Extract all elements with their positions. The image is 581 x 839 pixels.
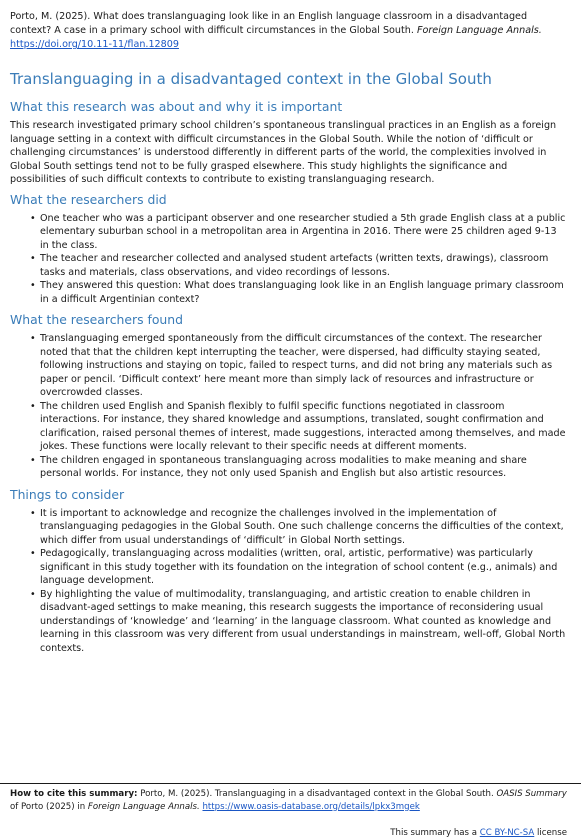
list-item: • By highlighting the value of multimodality, translanguaging, and artistic creation to enable children in disadvant-aged settings to make meaning, this research suggests the importance of reconsidering usual understandings of ‘knowledge’ and ‘learning’ in the language classroom. What counted as knowledge and learning in this classroom was very different from usual understandings in mainstream, well-off, Global North contexts. <box>40 588 566 656</box>
list-item: • One teacher who was a participant observer and one researcher studied a 5th grade English class at a public elementary suburban school in a metropolitan area in Argentina in 2016. There were 25 children aged 9-13 in the class. <box>40 212 566 253</box>
citation-text: Porto, M. (2025). What does translanguaging look like in an English language classroom in a disadvantaged context? A case in a primary school with difficult circumstances in the Global South. <box>10 11 528 36</box>
license-note <box>0 827 567 839</box>
list-item: • The children engaged in spontaneous translanguaging across modalities to make meaning and share personal worlds. For instance, they not only used Spanish and English but also artistic resources. <box>40 454 566 481</box>
did-list <box>10 212 566 307</box>
doi-link[interactable]: https://doi.org/10.11-11/flan.12809 <box>10 39 179 50</box>
section-heading-about: What this research was about and why it is important <box>10 99 343 114</box>
cite-series: OASIS Summary <box>496 789 567 799</box>
citation-journal: Foreign Language Annals. <box>416 25 542 36</box>
page-title: Translanguaging in a disadvantaged context in the Global South <box>10 70 492 88</box>
list-item: • The teacher and researcher collected and analysed student artefacts (written texts, drawings), classroom tasks and materials, class observations, and video recordings of lessons. <box>40 252 566 279</box>
list-item: • Pedagogically, translanguaging across modalities (written, oral, artistic, performative) was particularly significant in this study together with its foundation on the integration of school content (e.g., animals) and language development. <box>40 547 566 588</box>
license-suffix: license <box>534 828 567 838</box>
cite-of: of Porto (2025) in <box>10 801 88 812</box>
cite-text: Porto, M. (2025). Translanguaging in a disadvantaged context in the Global South. <box>137 789 497 799</box>
consider-list <box>10 507 566 656</box>
list-item: • Translanguaging emerged spontaneously from the difficult circumstances of the context. The researcher noted that that the children kept interrupting the teacher, were dispersed, had difficulty staying seated, following instructions and staying on topic, failed to respect turns, and did not bring any materials such as paper or pencil. ‘Difficult context’ here meant more than simply lack of resources and infrastructure or overcrowded classes. <box>40 332 566 400</box>
oasis-link[interactable]: https://www.oasis-database.org/details/lpkx3mgek <box>202 801 420 812</box>
found-list <box>10 332 566 481</box>
section-heading-found: What the researchers found <box>10 312 183 327</box>
cite-journal: Foreign Language Annals. <box>87 801 200 812</box>
list-item: • They answered this question: What does translanguaging look like in an English language primary classroom in a difficult Argentinian context? <box>40 279 566 306</box>
summary-page <box>10 10 566 661</box>
how-to-cite <box>10 788 571 813</box>
list-item: • It is important to acknowledge and recognize the challenges involved in the implementation of translanguaging pedagogies in the Global South. One such challenge concerns the difficulties of the context, which differ from usual understandings of ‘difficult’ in Global North settings. <box>40 507 566 548</box>
about-paragraph: This research investigated primary school children’s spontaneous translingual practices in an English as a foreign language setting in a context with difficult circumstances in the Global South. While the notion of ‘difficult or challenging circumstances’ is understood differently in different parts of the world, the complexities involved in Global South settings tend not to be fully grasped elsewhere. This study highlights the significance and possibilities of such difficult contexts to contribute to existing translanguaging research. <box>10 120 557 185</box>
list-item: • The children used English and Spanish flexibly to fulfil specific functions negotiated in classroom interactions. For instance, they shared knowledge and assumptions, translated, sought confirmation and clarification, raised personal themes of interest, made suggestions, interacted among themselves, and made jokes. These functions were locally relevant to their specific needs at different moments. <box>40 400 566 454</box>
section-heading-consider: Things to consider <box>10 486 125 502</box>
cite-label: How to cite this summary: <box>10 789 138 799</box>
license-link[interactable]: CC BY-NC-SA <box>479 828 535 838</box>
section-heading-did: What the researchers did <box>10 191 167 207</box>
license-text: This summary has a <box>390 828 480 838</box>
source-citation <box>10 10 566 52</box>
